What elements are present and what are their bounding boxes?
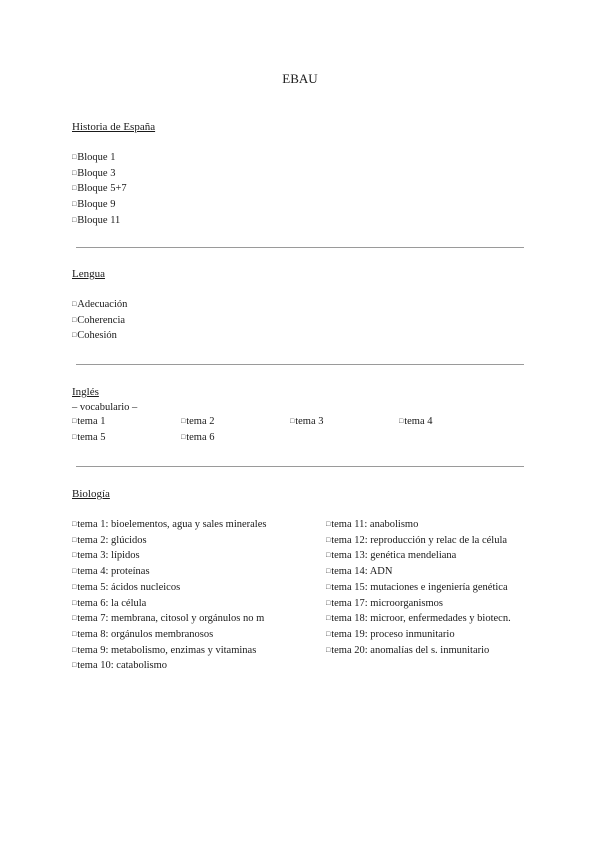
checklist-item[interactable]: □tema 13: genética mendeliana (326, 550, 457, 562)
checkbox-icon[interactable]: □ (326, 629, 331, 638)
checklist-item[interactable]: □tema 6 (181, 431, 215, 443)
checkbox-icon[interactable]: □ (72, 598, 77, 607)
checkbox-icon[interactable]: □ (181, 417, 186, 425)
checkbox-icon[interactable]: □ (72, 215, 77, 224)
checkbox-icon[interactable]: □ (326, 582, 331, 591)
checklist-item[interactable]: □tema 1 (72, 416, 106, 427)
checkbox-icon[interactable]: □ (326, 551, 331, 560)
checkbox-icon[interactable]: □ (326, 598, 331, 607)
checklist-item[interactable]: □tema 2 (181, 416, 215, 427)
checklist-item[interactable]: □tema 2: glúcidos (72, 534, 147, 546)
checklist-item[interactable]: □Bloque 3 (72, 167, 116, 179)
checkbox-icon[interactable]: □ (72, 432, 77, 441)
section-heading-historia: Historia de España (72, 121, 156, 133)
checkbox-icon[interactable]: □ (326, 567, 331, 576)
checklist-item[interactable]: □tema 9: metabolismo, enzimas y vitaminas (72, 644, 257, 656)
checkbox-icon[interactable]: □ (181, 432, 186, 441)
checkbox-icon[interactable]: □ (326, 614, 331, 623)
checklist-item[interactable]: □tema 19: proceso inmunitario (326, 628, 455, 640)
checklist-item[interactable]: □tema 1: bioelementos, agua y sales minerales (72, 519, 267, 530)
checkbox-icon[interactable]: □ (290, 417, 295, 425)
checkbox-icon[interactable]: □ (72, 520, 77, 528)
section-divider (76, 364, 524, 365)
checklist-item[interactable]: □tema 11: anabolismo (326, 519, 419, 530)
checkbox-icon[interactable]: □ (72, 582, 77, 591)
checklist-item[interactable]: □tema 8: orgánulos membranosos (72, 628, 214, 640)
checkbox-icon[interactable]: □ (72, 614, 77, 623)
checkbox-icon[interactable]: □ (72, 535, 77, 544)
checkbox-icon[interactable]: □ (326, 535, 331, 544)
checkbox-icon[interactable]: □ (72, 300, 77, 308)
section-heading-biologia: Biología (72, 488, 110, 500)
checklist-item[interactable]: □Bloque 1 (72, 152, 116, 163)
checklist-item[interactable]: □Bloque 11 (72, 214, 121, 226)
checkbox-icon[interactable]: □ (72, 645, 77, 654)
checklist-item[interactable]: □tema 4 (399, 416, 433, 427)
checklist-item[interactable]: □tema 17: microorganismos (326, 597, 444, 609)
checklist-item[interactable]: □tema 5: ácidos nucleicos (72, 581, 181, 593)
checklist-item[interactable]: □tema 3 (290, 416, 324, 427)
checkbox-icon[interactable]: □ (72, 661, 77, 670)
checklist-item[interactable]: □Coherencia (72, 314, 126, 326)
checklist-item[interactable]: □Cohesión (72, 330, 117, 342)
lengua-checklist (72, 297, 127, 344)
checkbox-icon[interactable]: □ (72, 331, 77, 340)
checklist-item[interactable]: □Adecuación (72, 299, 128, 310)
checkbox-icon[interactable]: □ (72, 567, 77, 576)
checklist-item[interactable]: □tema 7: membrana, citosol y orgánulos no m (72, 613, 265, 625)
checkbox-icon[interactable]: □ (72, 315, 77, 324)
checklist-item[interactable]: □tema 3: lípidos (72, 550, 140, 562)
checklist-item[interactable]: □tema 10: catabolismo (72, 660, 168, 672)
section-divider (76, 247, 524, 248)
checkbox-icon[interactable]: □ (326, 645, 331, 654)
biologia-checklist-right (326, 517, 511, 658)
checkbox-icon[interactable]: □ (72, 184, 77, 193)
checklist-item[interactable]: □tema 5 (72, 431, 106, 443)
checklist-item[interactable]: □Bloque 5+7 (72, 183, 127, 195)
section-heading-ingles: Inglés (72, 386, 99, 398)
checkbox-icon[interactable]: □ (72, 168, 77, 177)
checkbox-icon[interactable]: □ (326, 520, 331, 528)
checkbox-icon[interactable]: □ (72, 629, 77, 638)
checklist-item[interactable]: □Bloque 9 (72, 199, 116, 211)
checkbox-icon[interactable]: □ (72, 200, 77, 209)
section-divider (76, 466, 524, 467)
checkbox-icon[interactable]: □ (399, 417, 404, 425)
checklist-item[interactable]: □tema 4: proteínas (72, 566, 150, 578)
checklist-item[interactable]: □tema 20: anomalías del s. inmunitario (326, 644, 490, 656)
checklist-item[interactable]: □tema 12: reproducción y relac de la célula (326, 534, 508, 546)
vocabulary-subheading: – vocabulario – (72, 402, 138, 413)
checklist-item[interactable]: □tema 14: ADN (326, 566, 393, 578)
checkbox-icon[interactable]: □ (72, 551, 77, 560)
ingles-checklist (72, 414, 508, 445)
section-heading-lengua: Lengua (72, 268, 105, 280)
checklist-item[interactable]: □tema 6: la célula (72, 597, 147, 609)
biologia-checklist-left (72, 517, 266, 674)
page-title: EBAU (282, 71, 318, 86)
checklist-item[interactable]: □tema 18: microor, enfermedades y biotecn. (326, 613, 511, 625)
checkbox-icon[interactable]: □ (72, 417, 77, 425)
checklist-item[interactable]: □tema 15: mutaciones e ingeniería genética (326, 581, 508, 593)
historia-checklist (72, 150, 127, 229)
checkbox-icon[interactable]: □ (72, 153, 77, 161)
